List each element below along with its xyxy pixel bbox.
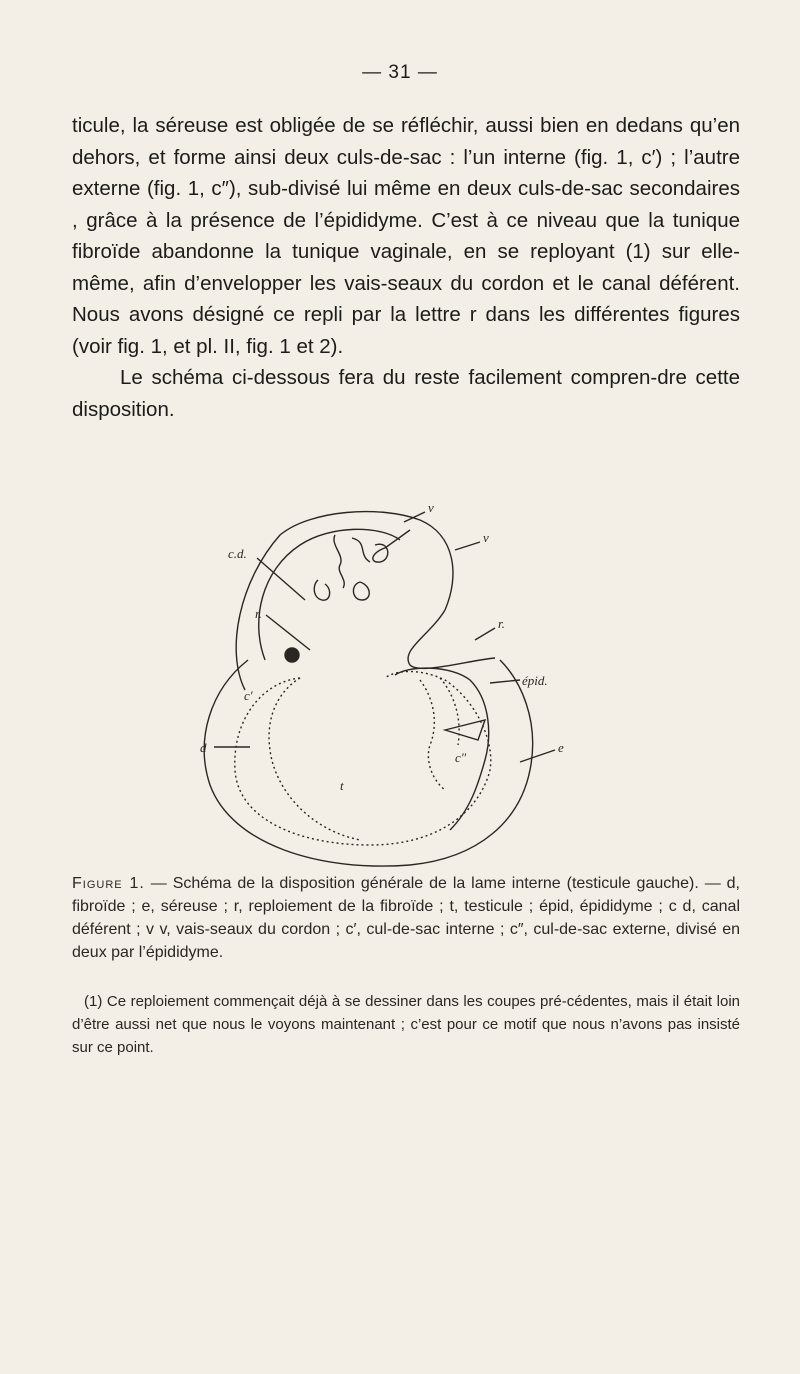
cord-outline [236, 512, 453, 690]
paragraph-2: Le schéma ci-dessous fera du reste facilement compren-dre cette disposition. [72, 366, 740, 421]
label-v-right: v [483, 530, 489, 545]
canal-deferent [285, 648, 299, 662]
leader-e [520, 750, 555, 762]
leader-r-right [475, 628, 495, 640]
vessel-2 [352, 538, 370, 562]
footnote [72, 990, 740, 1059]
page-number: — 31 — [362, 62, 438, 83]
leader-v-right [455, 542, 480, 550]
label-c-prime: c′ [244, 688, 253, 703]
footnote-text: (1) Ce reploiement commençait déjà à se dessiner dans les coupes pré-cédentes, mais il était loin d’être aussi net que nous le voyons maintenant ; c’est pour ce motif que nous n’avons pas insisté sur ce point. [72, 993, 740, 1056]
label-d: d [200, 740, 207, 755]
leader-r-left [266, 615, 310, 650]
label-r-left: r. [255, 606, 262, 621]
label-c-double: c″ [455, 750, 467, 765]
schema-drawing [0, 500, 800, 870]
epididymis-wedge [445, 720, 485, 740]
vessel-1 [334, 535, 344, 588]
label-t: t [340, 778, 344, 793]
serous-layer [235, 672, 491, 846]
label-r-right: r. [498, 616, 505, 631]
epididymis-inner [420, 680, 445, 790]
label-v-top: v [428, 500, 434, 515]
cul-de-sac-interne [269, 678, 360, 840]
fold-right [408, 610, 495, 668]
label-epid: épid. [522, 673, 548, 688]
leader-epid [490, 680, 520, 683]
vessel-5 [353, 582, 369, 600]
epididymis-outline [395, 668, 489, 830]
paragraph-1: ticule, la séreuse est obligée de se réfléchir, aussi bien en dedans qu’en dehors, et forme ainsi deux culs-de-sac : l’un interne (fig. 1, c′) ; l’autre externe (fig. 1, c″), sub-divisé lui même en deux culs-de-sac secondaires , grâce à la présence de l’épididyme. C’est à ce niveau que la tunique fibroïde abandonne la tunique vaginale, en se reployant (1) sur elle-même, afin d’envelopper les vais-seaux du cordon et le canal déférent. Nous avons désigné ce repli par la lettre r dans les différentes figures (voir fig. 1, et pl. II, fig. 1 et 2). [72, 114, 740, 358]
label-cd: c.d. [228, 546, 247, 561]
figure-schema [0, 500, 800, 870]
figure-caption [72, 872, 740, 964]
epididymis-inner-2 [440, 678, 459, 745]
label-e: e [558, 740, 564, 755]
fibroid-outline [204, 660, 532, 866]
caption-text: — Schéma de la disposition générale de la lame interne (testicule gauche). — d, fibroïde ; e, séreuse ; r, reploiement de la fibroïde ; t, testicule ; épid, épididyme ; c d, canal déférent ; v v, vais-seaux du cordon ; c′, cul-de-sac interne ; c″, cul-de-sac externe, divisé en deux par l’épididyme. [72, 875, 740, 961]
body-text [72, 110, 740, 425]
caption-figure-label: Figure 1. [72, 875, 145, 892]
vessel-4 [314, 580, 329, 600]
